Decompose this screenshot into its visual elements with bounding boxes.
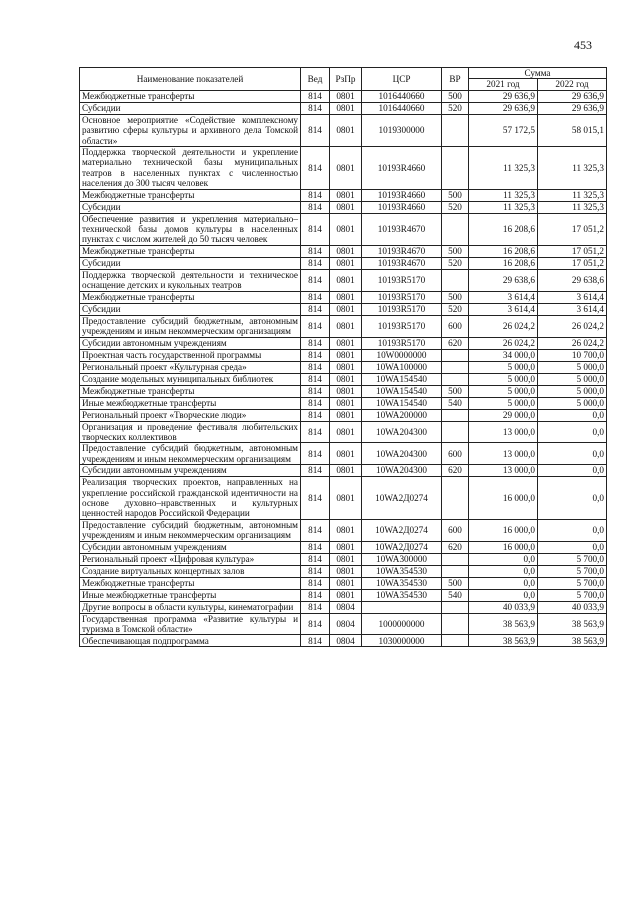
cell-name: Иные межбюджетные трансферты bbox=[80, 589, 301, 601]
cell-csr: 10193R4660 bbox=[362, 201, 442, 213]
cell-y2021: 26 024,2 bbox=[469, 337, 538, 349]
cell-vr: 620 bbox=[442, 465, 469, 477]
cell-ved: 814 bbox=[301, 245, 330, 257]
table-row bbox=[80, 291, 607, 303]
cell-csr: 10W0000000 bbox=[362, 349, 442, 361]
cell-vr: 500 bbox=[442, 189, 469, 201]
cell-name: Межбюджетные трансферты bbox=[80, 90, 301, 102]
cell-csr: 10WA2Д0274 bbox=[362, 519, 442, 541]
cell-csr: 10WA154540 bbox=[362, 385, 442, 397]
table-row bbox=[80, 114, 607, 146]
cell-y2022: 26 024,2 bbox=[538, 315, 607, 337]
header-year-2022: 2022 год bbox=[538, 79, 607, 90]
cell-y2021: 38 563,9 bbox=[469, 635, 538, 647]
cell-ved: 814 bbox=[301, 519, 330, 541]
cell-vr: 520 bbox=[442, 303, 469, 315]
cell-rzpr: 0801 bbox=[330, 349, 362, 361]
cell-y2021: 0,0 bbox=[469, 577, 538, 589]
table-row bbox=[80, 303, 607, 315]
page-number: 453 bbox=[574, 38, 592, 52]
cell-vr: 500 bbox=[442, 245, 469, 257]
cell-y2021: 13 000,0 bbox=[469, 421, 538, 443]
cell-csr: 10193R4660 bbox=[362, 189, 442, 201]
cell-y2022: 0,0 bbox=[538, 443, 607, 465]
cell-y2021: 11 325,3 bbox=[469, 189, 538, 201]
cell-y2022: 10 700,0 bbox=[538, 349, 607, 361]
cell-y2022: 17 051,2 bbox=[538, 257, 607, 269]
cell-y2022: 5 000,0 bbox=[538, 397, 607, 409]
cell-ved: 814 bbox=[301, 613, 330, 635]
cell-name: Государственная программа «Развитие культуры и туризма в Томской области» bbox=[80, 613, 301, 635]
table-row bbox=[80, 385, 607, 397]
cell-rzpr: 0801 bbox=[330, 269, 362, 291]
cell-rzpr: 0801 bbox=[330, 90, 362, 102]
cell-ved: 814 bbox=[301, 257, 330, 269]
cell-ved: 814 bbox=[301, 291, 330, 303]
cell-y2022: 29 636,9 bbox=[538, 90, 607, 102]
cell-vr: 600 bbox=[442, 519, 469, 541]
cell-y2021: 0,0 bbox=[469, 565, 538, 577]
cell-ved: 814 bbox=[301, 337, 330, 349]
cell-vr: 500 bbox=[442, 385, 469, 397]
cell-y2022: 38 563,9 bbox=[538, 635, 607, 647]
cell-y2021: 5 000,0 bbox=[469, 361, 538, 373]
cell-ved: 814 bbox=[301, 565, 330, 577]
cell-rzpr: 0801 bbox=[330, 465, 362, 477]
cell-y2021: 16 000,0 bbox=[469, 541, 538, 553]
cell-vr: 520 bbox=[442, 257, 469, 269]
cell-ved: 814 bbox=[301, 269, 330, 291]
cell-y2021: 3 614,4 bbox=[469, 291, 538, 303]
cell-csr: 10WA154540 bbox=[362, 397, 442, 409]
cell-name: Межбюджетные трансферты bbox=[80, 189, 301, 201]
cell-ved: 814 bbox=[301, 385, 330, 397]
cell-rzpr: 0801 bbox=[330, 565, 362, 577]
cell-csr: 10193R4670 bbox=[362, 213, 442, 245]
cell-csr: 10WA154540 bbox=[362, 373, 442, 385]
cell-y2022: 0,0 bbox=[538, 519, 607, 541]
cell-ved: 814 bbox=[301, 102, 330, 114]
cell-y2022: 38 563,9 bbox=[538, 613, 607, 635]
cell-name: Предоставление субсидий бюджетным, автономным учреждениям и иным некоммерческим организациям bbox=[80, 519, 301, 541]
cell-ved: 814 bbox=[301, 303, 330, 315]
table-row bbox=[80, 373, 607, 385]
cell-ved: 814 bbox=[301, 361, 330, 373]
cell-name: Обеспечение развития и укрепления материально–технической базы домов культуры в населенных пунктах с числом жителей до 50 тысяч человек bbox=[80, 213, 301, 245]
cell-vr bbox=[442, 635, 469, 647]
cell-y2022: 40 033,9 bbox=[538, 601, 607, 613]
cell-rzpr: 0801 bbox=[330, 257, 362, 269]
header-sum: Сумма bbox=[469, 68, 607, 79]
cell-y2021: 16 208,6 bbox=[469, 213, 538, 245]
cell-rzpr: 0801 bbox=[330, 337, 362, 349]
cell-y2021: 16 208,6 bbox=[469, 257, 538, 269]
cell-rzpr: 0801 bbox=[330, 577, 362, 589]
cell-csr: 10WA2Д0274 bbox=[362, 541, 442, 553]
cell-ved: 814 bbox=[301, 635, 330, 647]
cell-y2022: 11 325,3 bbox=[538, 147, 607, 190]
table-row bbox=[80, 361, 607, 373]
cell-rzpr: 0801 bbox=[330, 589, 362, 601]
cell-ved: 814 bbox=[301, 213, 330, 245]
cell-vr: 600 bbox=[442, 443, 469, 465]
cell-ved: 814 bbox=[301, 553, 330, 565]
cell-y2022: 5 000,0 bbox=[538, 385, 607, 397]
cell-ved: 814 bbox=[301, 349, 330, 361]
cell-ved: 814 bbox=[301, 577, 330, 589]
cell-name: Региональный проект «Творческие люди» bbox=[80, 409, 301, 421]
table-row bbox=[80, 589, 607, 601]
cell-rzpr: 0801 bbox=[330, 553, 362, 565]
cell-y2021: 11 325,3 bbox=[469, 201, 538, 213]
cell-name: Региональный проект «Цифровая культура» bbox=[80, 553, 301, 565]
cell-rzpr: 0804 bbox=[330, 635, 362, 647]
cell-name: Реализация творческих проектов, направленных на укрепление российской гражданской идентичности на основе духовно–нравственных и культурных ценностей народов Российской Федерации bbox=[80, 477, 301, 520]
table-row bbox=[80, 613, 607, 635]
cell-y2021: 29 638,6 bbox=[469, 269, 538, 291]
header-ved: Вед bbox=[301, 68, 330, 91]
cell-name: Субсидии автономным учреждениям bbox=[80, 541, 301, 553]
cell-y2022: 17 051,2 bbox=[538, 245, 607, 257]
table-row bbox=[80, 269, 607, 291]
cell-csr: 10WA204300 bbox=[362, 465, 442, 477]
cell-ved: 814 bbox=[301, 421, 330, 443]
cell-vr bbox=[442, 421, 469, 443]
cell-rzpr: 0801 bbox=[330, 397, 362, 409]
cell-csr: 10193R5170 bbox=[362, 303, 442, 315]
cell-vr bbox=[442, 213, 469, 245]
cell-csr: 1016440660 bbox=[362, 90, 442, 102]
cell-y2022: 5 700,0 bbox=[538, 589, 607, 601]
cell-y2022: 5 700,0 bbox=[538, 565, 607, 577]
table-row bbox=[80, 443, 607, 465]
table-row bbox=[80, 601, 607, 613]
budget-table bbox=[79, 67, 607, 647]
cell-name: Поддержка творческой деятельности и укрепление материально технической базы муниципальных театров в населенных пунктах с численностью населения до 300 тысяч человек bbox=[80, 147, 301, 190]
cell-ved: 814 bbox=[301, 477, 330, 520]
cell-ved: 814 bbox=[301, 541, 330, 553]
cell-csr: 10193R5170 bbox=[362, 315, 442, 337]
table-row bbox=[80, 565, 607, 577]
cell-csr: 10WA200000 bbox=[362, 409, 442, 421]
cell-y2021: 16 000,0 bbox=[469, 477, 538, 520]
cell-y2021: 38 563,9 bbox=[469, 613, 538, 635]
cell-csr: 10WA2Д0274 bbox=[362, 477, 442, 520]
cell-csr: 1016440660 bbox=[362, 102, 442, 114]
cell-rzpr: 0801 bbox=[330, 114, 362, 146]
cell-name: Межбюджетные трансферты bbox=[80, 385, 301, 397]
cell-rzpr: 0801 bbox=[330, 519, 362, 541]
header-rzpr: РзПр bbox=[330, 68, 362, 91]
cell-vr bbox=[442, 361, 469, 373]
table-row bbox=[80, 553, 607, 565]
cell-y2022: 58 015,1 bbox=[538, 114, 607, 146]
cell-ved: 814 bbox=[301, 397, 330, 409]
cell-rzpr: 0801 bbox=[330, 213, 362, 245]
cell-csr: 10193R5170 bbox=[362, 337, 442, 349]
cell-vr: 600 bbox=[442, 315, 469, 337]
cell-vr: 500 bbox=[442, 577, 469, 589]
table-row bbox=[80, 201, 607, 213]
cell-y2022: 5 000,0 bbox=[538, 373, 607, 385]
table-row bbox=[80, 519, 607, 541]
cell-csr bbox=[362, 601, 442, 613]
cell-ved: 814 bbox=[301, 189, 330, 201]
cell-vr: 500 bbox=[442, 291, 469, 303]
cell-y2022: 26 024,2 bbox=[538, 337, 607, 349]
table-row bbox=[80, 147, 607, 190]
cell-csr: 10WA204300 bbox=[362, 443, 442, 465]
cell-name: Предоставление субсидий бюджетным, автономным учреждениям и иным некоммерческим организациям bbox=[80, 443, 301, 465]
cell-csr: 1019300000 bbox=[362, 114, 442, 146]
cell-rzpr: 0801 bbox=[330, 303, 362, 315]
cell-name: Другие вопросы в области культуры, кинематографии bbox=[80, 601, 301, 613]
table-row bbox=[80, 421, 607, 443]
cell-vr bbox=[442, 409, 469, 421]
header-vr: ВР bbox=[442, 68, 469, 91]
cell-vr: 540 bbox=[442, 397, 469, 409]
cell-rzpr: 0801 bbox=[330, 443, 362, 465]
cell-rzpr: 0804 bbox=[330, 613, 362, 635]
cell-y2021: 0,0 bbox=[469, 589, 538, 601]
cell-y2021: 29 636,9 bbox=[469, 90, 538, 102]
table-row bbox=[80, 465, 607, 477]
cell-name: Субсидии bbox=[80, 257, 301, 269]
cell-y2022: 3 614,4 bbox=[538, 291, 607, 303]
cell-vr bbox=[442, 349, 469, 361]
cell-name: Организация и проведение фестиваля любительских творческих коллективов bbox=[80, 421, 301, 443]
cell-name: Создание виртуальных концертных залов bbox=[80, 565, 301, 577]
cell-y2021: 13 000,0 bbox=[469, 465, 538, 477]
cell-csr: 10193R4670 bbox=[362, 245, 442, 257]
table-row bbox=[80, 477, 607, 520]
cell-csr: 1000000000 bbox=[362, 613, 442, 635]
cell-y2022: 11 325,3 bbox=[538, 189, 607, 201]
cell-csr: 10193R5170 bbox=[362, 269, 442, 291]
cell-csr: 10193R5170 bbox=[362, 291, 442, 303]
cell-vr bbox=[442, 269, 469, 291]
cell-rzpr: 0801 bbox=[330, 385, 362, 397]
cell-name: Предоставление субсидий бюджетным, автономным учреждениям и иным некоммерческим организациям bbox=[80, 315, 301, 337]
cell-vr bbox=[442, 565, 469, 577]
cell-name: Обеспечивающая подпрограмма bbox=[80, 635, 301, 647]
table-row bbox=[80, 189, 607, 201]
cell-vr: 540 bbox=[442, 589, 469, 601]
cell-ved: 814 bbox=[301, 201, 330, 213]
cell-rzpr: 0801 bbox=[330, 541, 362, 553]
cell-y2022: 0,0 bbox=[538, 477, 607, 520]
table-row bbox=[80, 577, 607, 589]
cell-y2021: 16 000,0 bbox=[469, 519, 538, 541]
cell-rzpr: 0804 bbox=[330, 601, 362, 613]
cell-y2021: 16 208,6 bbox=[469, 245, 538, 257]
cell-csr: 10WA300000 bbox=[362, 553, 442, 565]
cell-name: Субсидии автономным учреждениям bbox=[80, 465, 301, 477]
cell-y2022: 5 700,0 bbox=[538, 577, 607, 589]
cell-vr bbox=[442, 477, 469, 520]
cell-vr: 520 bbox=[442, 102, 469, 114]
table-row bbox=[80, 213, 607, 245]
cell-csr: 10WA354530 bbox=[362, 589, 442, 601]
cell-y2021: 40 033,9 bbox=[469, 601, 538, 613]
header-csr: ЦСР bbox=[362, 68, 442, 91]
table-row bbox=[80, 245, 607, 257]
cell-name: Субсидии bbox=[80, 303, 301, 315]
cell-y2021: 29 000,0 bbox=[469, 409, 538, 421]
cell-rzpr: 0801 bbox=[330, 189, 362, 201]
cell-name: Субсидии bbox=[80, 201, 301, 213]
cell-ved: 814 bbox=[301, 465, 330, 477]
cell-csr: 1030000000 bbox=[362, 635, 442, 647]
cell-vr: 520 bbox=[442, 201, 469, 213]
header-year-2021: 2021 год bbox=[469, 79, 538, 90]
cell-y2021: 0,0 bbox=[469, 553, 538, 565]
cell-rzpr: 0801 bbox=[330, 315, 362, 337]
cell-rzpr: 0801 bbox=[330, 409, 362, 421]
cell-csr: 10WA204300 bbox=[362, 421, 442, 443]
table-row bbox=[80, 90, 607, 102]
cell-y2022: 0,0 bbox=[538, 421, 607, 443]
cell-y2021: 29 636,9 bbox=[469, 102, 538, 114]
cell-name: Иные межбюджетные трансферты bbox=[80, 397, 301, 409]
cell-name: Межбюджетные трансферты bbox=[80, 577, 301, 589]
cell-name: Поддержка творческой деятельности и техническое оснащение детских и кукольных театров bbox=[80, 269, 301, 291]
cell-csr: 10193R4660 bbox=[362, 147, 442, 190]
table-row bbox=[80, 337, 607, 349]
cell-y2022: 5 700,0 bbox=[538, 553, 607, 565]
cell-y2022: 3 614,4 bbox=[538, 303, 607, 315]
table-row bbox=[80, 257, 607, 269]
cell-csr: 10WA354530 bbox=[362, 565, 442, 577]
cell-rzpr: 0801 bbox=[330, 421, 362, 443]
cell-y2022: 17 051,2 bbox=[538, 213, 607, 245]
cell-y2022: 11 325,3 bbox=[538, 201, 607, 213]
cell-rzpr: 0801 bbox=[330, 373, 362, 385]
cell-ved: 814 bbox=[301, 114, 330, 146]
cell-y2021: 5 000,0 bbox=[469, 373, 538, 385]
cell-rzpr: 0801 bbox=[330, 147, 362, 190]
cell-ved: 814 bbox=[301, 315, 330, 337]
cell-y2021: 5 000,0 bbox=[469, 397, 538, 409]
cell-y2021: 57 172,5 bbox=[469, 114, 538, 146]
cell-ved: 814 bbox=[301, 443, 330, 465]
cell-y2022: 0,0 bbox=[538, 409, 607, 421]
cell-name: Создание модельных муниципальных библиотек bbox=[80, 373, 301, 385]
table-row bbox=[80, 102, 607, 114]
cell-rzpr: 0801 bbox=[330, 102, 362, 114]
cell-name: Проектная часть государственной программы bbox=[80, 349, 301, 361]
table-row bbox=[80, 397, 607, 409]
cell-y2022: 5 000,0 bbox=[538, 361, 607, 373]
cell-y2021: 3 614,4 bbox=[469, 303, 538, 315]
cell-name: Межбюджетные трансферты bbox=[80, 245, 301, 257]
cell-name: Субсидии bbox=[80, 102, 301, 114]
table-body bbox=[80, 90, 607, 647]
cell-y2022: 29 636,9 bbox=[538, 102, 607, 114]
cell-rzpr: 0801 bbox=[330, 477, 362, 520]
cell-csr: 10WA354530 bbox=[362, 577, 442, 589]
cell-vr: 620 bbox=[442, 541, 469, 553]
cell-y2022: 0,0 bbox=[538, 465, 607, 477]
cell-vr: 620 bbox=[442, 337, 469, 349]
cell-vr bbox=[442, 147, 469, 190]
cell-ved: 814 bbox=[301, 589, 330, 601]
table-header bbox=[80, 68, 607, 91]
cell-ved: 814 bbox=[301, 90, 330, 102]
table-row bbox=[80, 409, 607, 421]
cell-name: Региональный проект «Культурная среда» bbox=[80, 361, 301, 373]
cell-ved: 814 bbox=[301, 373, 330, 385]
cell-y2022: 29 638,6 bbox=[538, 269, 607, 291]
cell-vr: 500 bbox=[442, 90, 469, 102]
cell-ved: 814 bbox=[301, 601, 330, 613]
cell-rzpr: 0801 bbox=[330, 245, 362, 257]
cell-rzpr: 0801 bbox=[330, 291, 362, 303]
cell-y2021: 5 000,0 bbox=[469, 385, 538, 397]
cell-y2022: 0,0 bbox=[538, 541, 607, 553]
cell-vr bbox=[442, 114, 469, 146]
cell-csr: 10193R4670 bbox=[362, 257, 442, 269]
table-row bbox=[80, 349, 607, 361]
cell-ved: 814 bbox=[301, 147, 330, 190]
cell-y2021: 34 000,0 bbox=[469, 349, 538, 361]
cell-csr: 10WA100000 bbox=[362, 361, 442, 373]
cell-rzpr: 0801 bbox=[330, 201, 362, 213]
cell-name: Основное мероприятие «Содействие комплексному развитию сферы культуры и архивного дела Томской области» bbox=[80, 114, 301, 146]
cell-vr bbox=[442, 553, 469, 565]
header-name: Наименование показателей bbox=[80, 68, 301, 91]
cell-y2021: 13 000,0 bbox=[469, 443, 538, 465]
cell-y2021: 11 325,3 bbox=[469, 147, 538, 190]
cell-ved: 814 bbox=[301, 409, 330, 421]
cell-y2021: 26 024,2 bbox=[469, 315, 538, 337]
cell-vr bbox=[442, 373, 469, 385]
cell-name: Субсидии автономным учреждениям bbox=[80, 337, 301, 349]
table-row bbox=[80, 541, 607, 553]
table-row bbox=[80, 635, 607, 647]
cell-vr bbox=[442, 613, 469, 635]
table-row bbox=[80, 315, 607, 337]
cell-rzpr: 0801 bbox=[330, 361, 362, 373]
cell-name: Межбюджетные трансферты bbox=[80, 291, 301, 303]
cell-vr bbox=[442, 601, 469, 613]
